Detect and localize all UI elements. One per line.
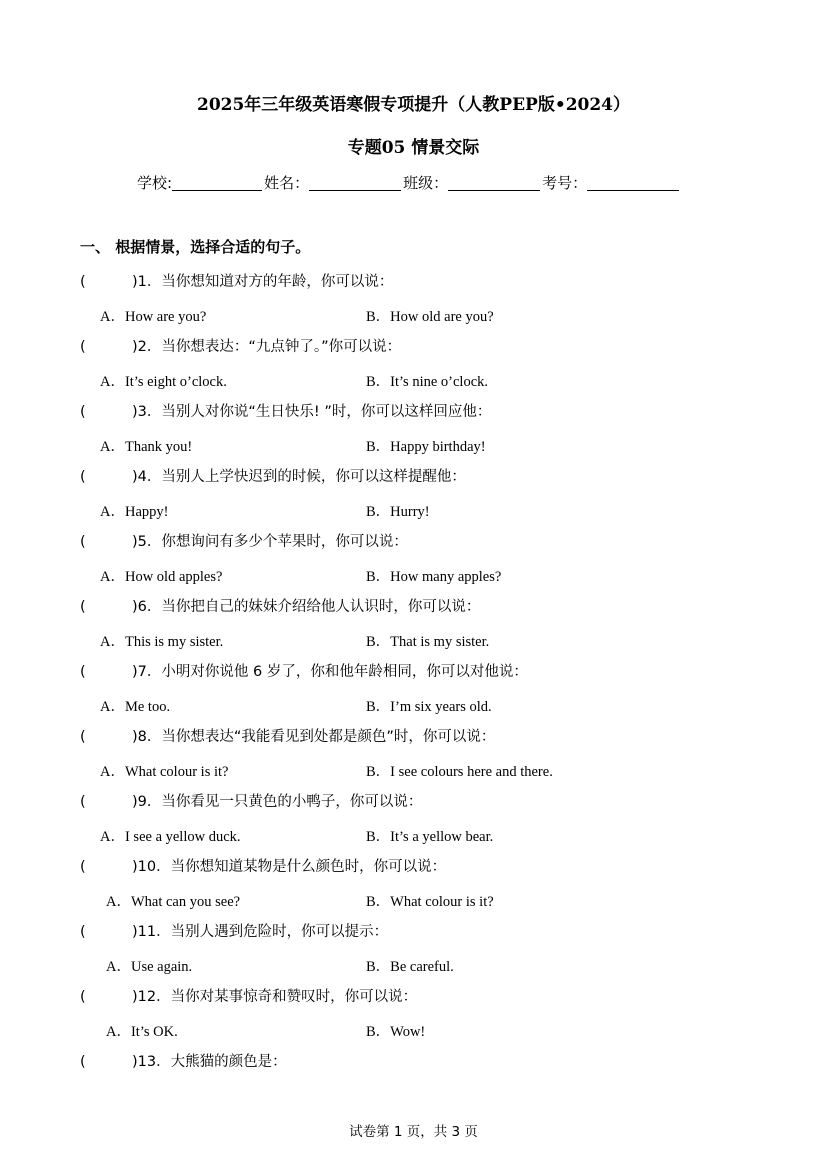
option-a: A．Happy! xyxy=(100,504,169,520)
question-text: 8．当你想表达“我能看见到处都是颜色”时，你可以说： xyxy=(137,729,496,745)
answer-blank[interactable]: ( xyxy=(80,599,86,615)
answer-blank-close: ) xyxy=(132,534,138,550)
answer-blank[interactable]: ( xyxy=(80,339,86,355)
option-a: A．This is my sister. xyxy=(100,634,224,650)
answer-blank-close: ) xyxy=(132,989,138,1005)
question-text: 5．你想询问有多少个苹果时，你可以说： xyxy=(137,534,408,550)
answer-blank-close: ) xyxy=(132,794,138,810)
option-a: A．How old apples? xyxy=(100,569,223,585)
answer-blank[interactable]: ( xyxy=(80,469,86,485)
page-subtitle: 专题05 情景交际 xyxy=(347,138,480,158)
question-text: 9．当你看见一只黄色的小鸭子，你可以说： xyxy=(137,794,423,810)
answer-blank-close: ) xyxy=(132,339,138,355)
school-blank[interactable] xyxy=(172,174,262,191)
name-blank[interactable] xyxy=(309,174,401,191)
question-text: 12．当你对某事惊奇和赞叹时，你可以说： xyxy=(137,989,418,1005)
answer-blank[interactable]: ( xyxy=(80,924,86,940)
option-a: A．What colour is it? xyxy=(100,764,229,780)
answer-blank-close: ) xyxy=(132,404,138,420)
question-item xyxy=(80,660,528,681)
question-text: 7．小明对你说他 6 岁了，你和他年龄相同，你可以对他说： xyxy=(137,664,528,680)
option-a: A．What can you see? xyxy=(106,894,241,910)
question-item xyxy=(80,1050,287,1071)
option-b: B．What colour is it? xyxy=(366,894,494,910)
question-item xyxy=(80,725,495,746)
answer-blank-close: ) xyxy=(132,729,138,745)
page-footer: 试卷第 1 页，共 3 页 xyxy=(349,1124,478,1140)
question-item xyxy=(80,465,466,486)
question-item xyxy=(80,400,491,421)
answer-blank-close: ) xyxy=(132,599,138,615)
student-info-row xyxy=(137,172,681,193)
answer-blank[interactable]: ( xyxy=(80,404,86,420)
option-b: B．I’m six years old. xyxy=(366,699,492,715)
answer-blank[interactable]: ( xyxy=(80,534,86,550)
class-blank[interactable] xyxy=(448,174,540,191)
option-b: B．That is my sister. xyxy=(366,634,490,650)
question-item xyxy=(80,595,480,616)
question-item xyxy=(80,335,401,356)
question-text: 1．当你想知道对方的年龄，你可以说： xyxy=(137,274,394,290)
option-a: A．Thank you! xyxy=(100,439,193,455)
option-b: B．It’s a yellow bear. xyxy=(366,829,494,845)
question-item xyxy=(80,530,408,551)
question-item xyxy=(80,985,417,1006)
exam-no-label: 考号： xyxy=(542,174,588,192)
name-label: 姓名： xyxy=(264,174,310,192)
option-b: B．It’s nine o’clock. xyxy=(366,374,489,390)
answer-blank[interactable]: ( xyxy=(80,729,86,745)
option-a: A．Me too. xyxy=(100,699,171,715)
question-item xyxy=(80,790,422,811)
answer-blank-close: ) xyxy=(132,664,138,680)
question-text: 3．当别人对你说“生日快乐! ”时，你可以这样回应他： xyxy=(137,404,492,420)
question-text: 4．当别人上学快迟到的时候，你可以这样提醒他： xyxy=(137,469,466,485)
answer-blank[interactable]: ( xyxy=(80,794,86,810)
exam-no-blank[interactable] xyxy=(587,174,679,191)
option-b: B．I see colours here and there. xyxy=(366,764,553,780)
question-text: 10．当你想知道某物是什么颜色时，你可以说： xyxy=(137,859,447,875)
option-b: B．Be careful. xyxy=(366,959,454,975)
option-a: A．It’s OK. xyxy=(106,1024,178,1040)
page-title: 2025年三年级英语寒假专项提升（人教PEP版•2024） xyxy=(196,95,631,115)
answer-blank[interactable]: ( xyxy=(80,664,86,680)
option-b: B．Hurry! xyxy=(366,504,430,520)
class-label: 班级： xyxy=(403,174,449,192)
answer-blank[interactable]: ( xyxy=(80,859,86,875)
option-b: B．How many apples? xyxy=(366,569,502,585)
question-text: 6．当你把自己的妹妹介绍给他人认识时，你可以说： xyxy=(137,599,481,615)
section-heading: 一、 根据情景，选择合适的句子。 xyxy=(80,238,311,256)
answer-blank[interactable]: ( xyxy=(80,989,86,1005)
answer-blank-close: ) xyxy=(132,1054,138,1070)
answer-blank-close: ) xyxy=(132,469,138,485)
option-b: B．Wow! xyxy=(366,1024,426,1040)
option-a: A．How are you? xyxy=(100,309,207,325)
answer-blank[interactable]: ( xyxy=(80,1054,86,1070)
answer-blank-close: ) xyxy=(132,924,138,940)
question-item xyxy=(80,920,388,941)
question-item xyxy=(80,270,393,291)
answer-blank-close: ) xyxy=(132,859,138,875)
option-a: A．It’s eight o’clock. xyxy=(100,374,227,390)
option-b: B．How old are you? xyxy=(366,309,494,325)
option-a: A．Use again. xyxy=(106,959,193,975)
option-a: A．I see a yellow duck. xyxy=(100,829,241,845)
answer-blank-close: ) xyxy=(132,274,138,290)
question-text: 13．大熊猫的颜色是： xyxy=(137,1054,287,1070)
option-b: B．Happy birthday! xyxy=(366,439,486,455)
question-text: 2．当你想表达：“九点钟了。”你可以说： xyxy=(137,339,402,355)
answer-blank[interactable]: ( xyxy=(80,274,86,290)
question-text: 11．当别人遇到危险时，你可以提示： xyxy=(137,924,389,940)
question-item xyxy=(80,855,446,876)
school-label: 学校: xyxy=(137,174,173,192)
